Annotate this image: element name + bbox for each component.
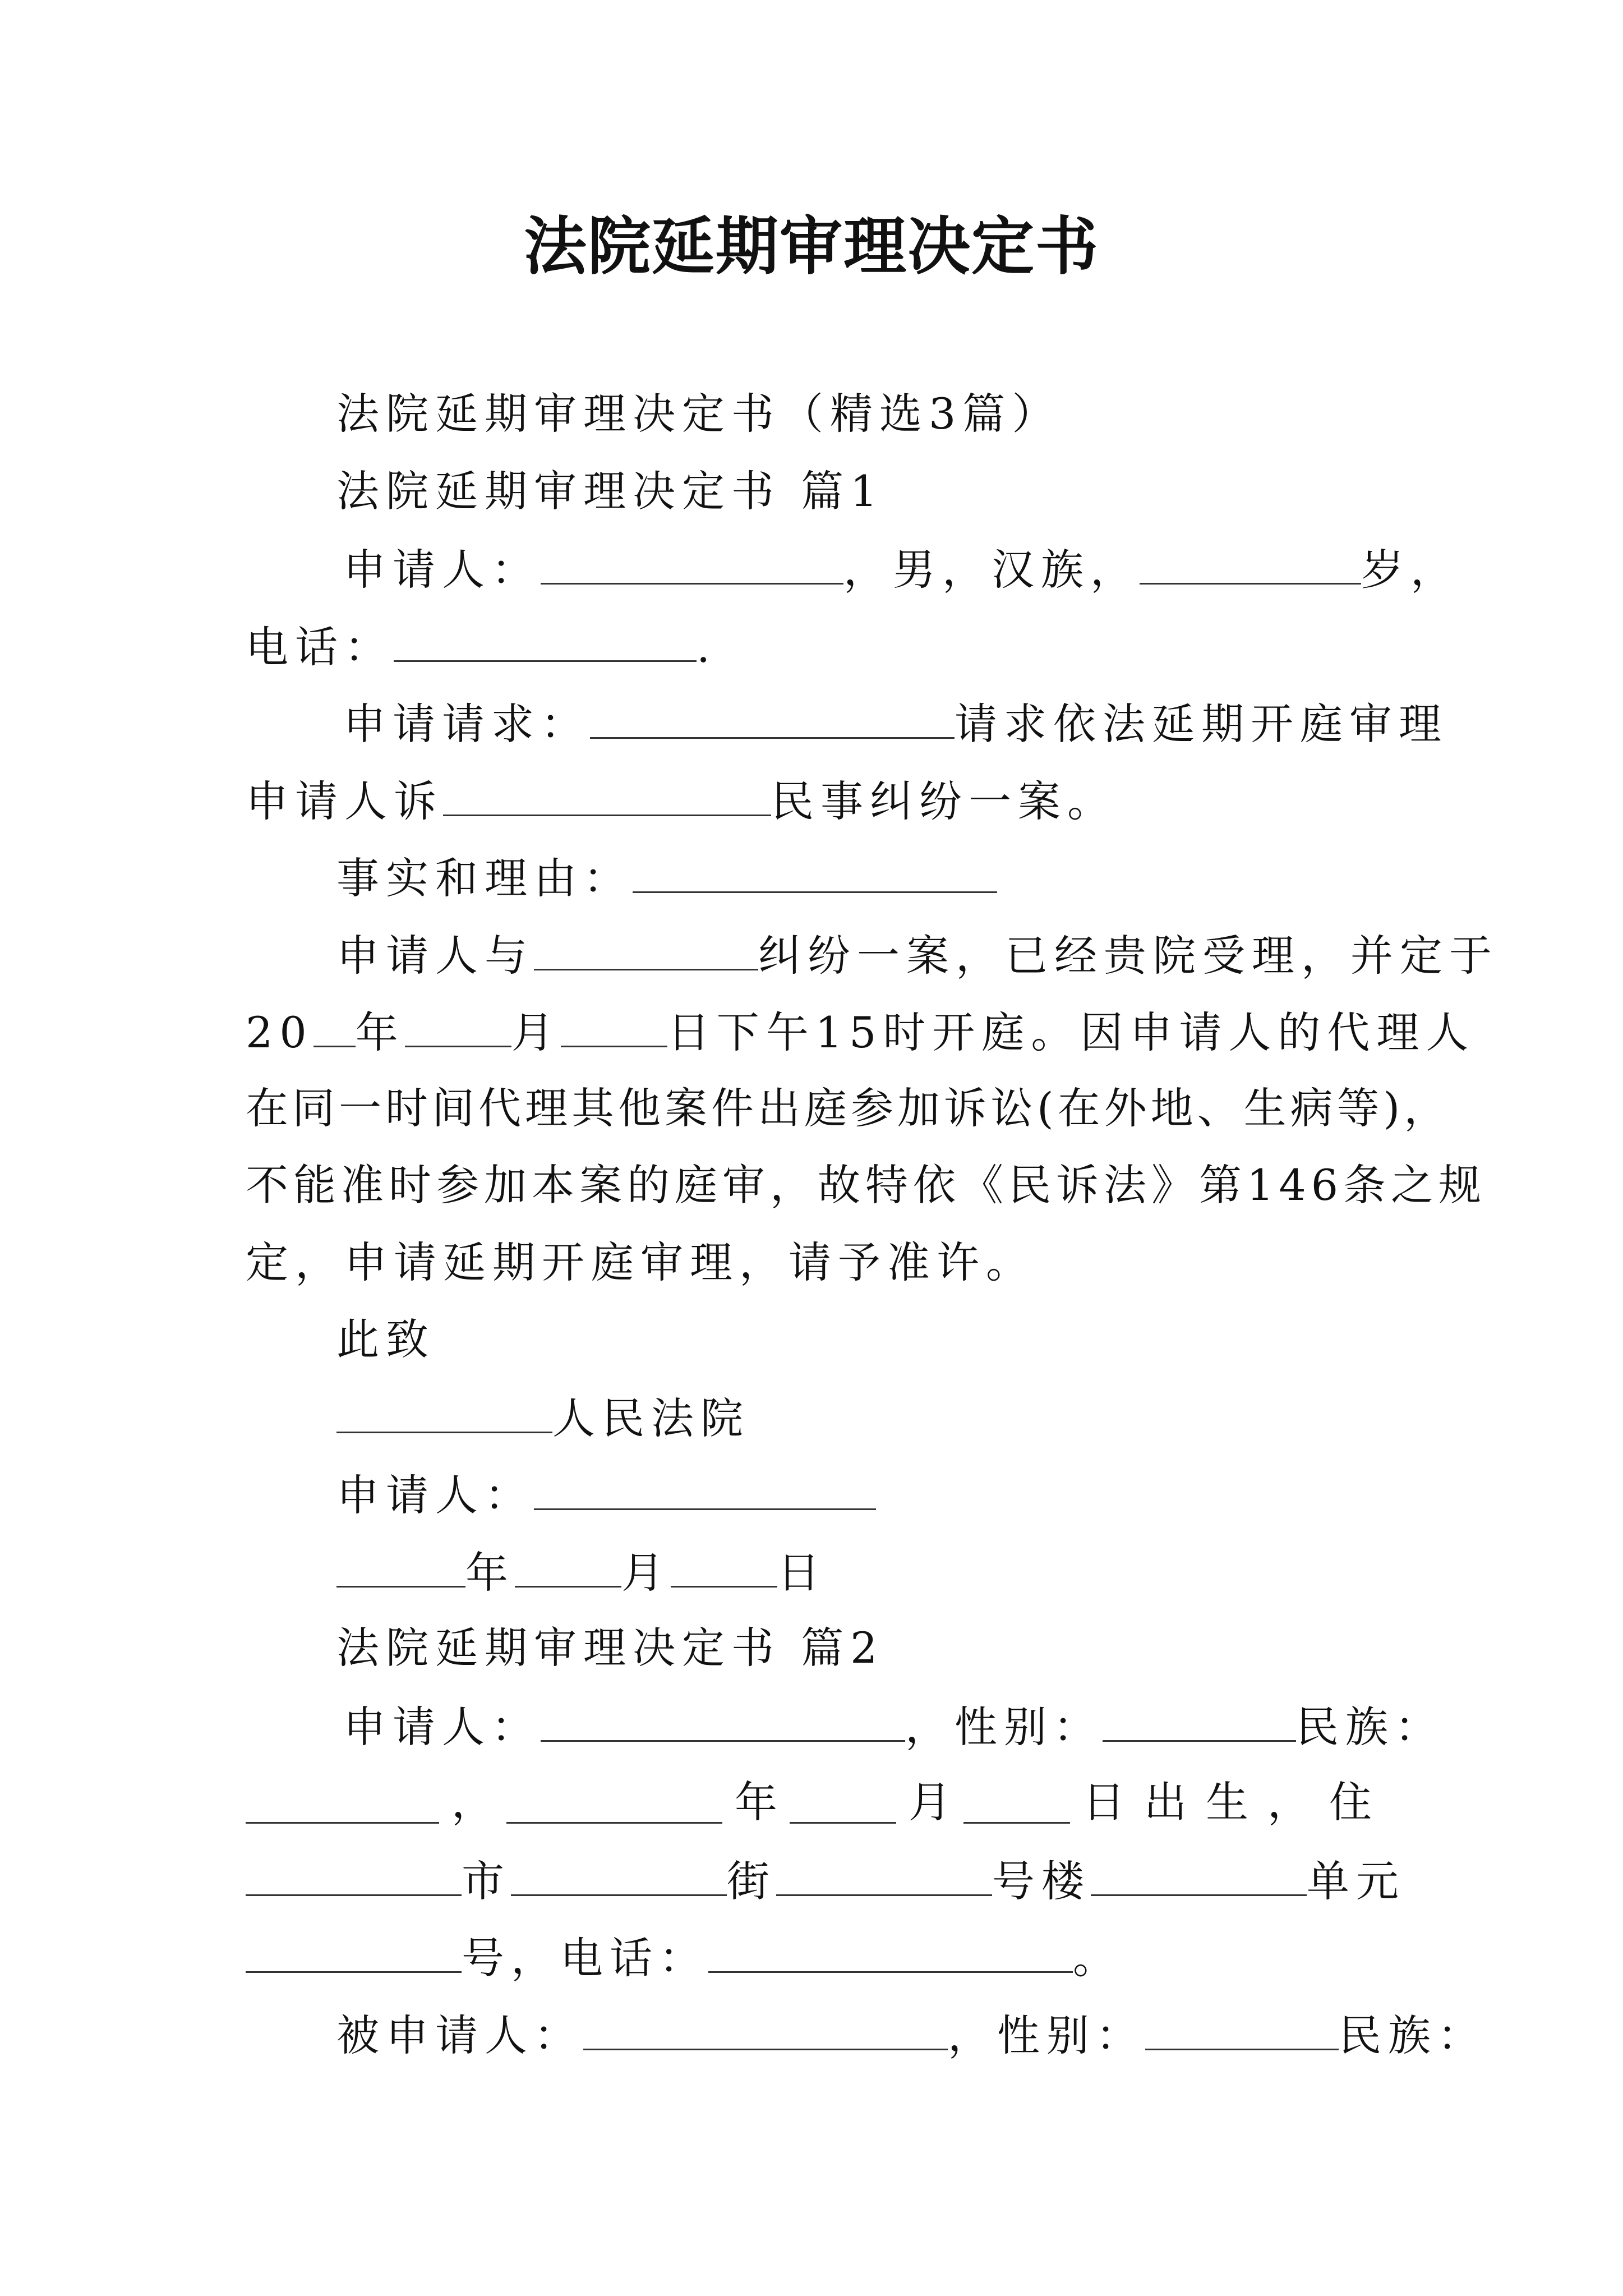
s1-phone-label: 电话： [246,622,394,672]
s1-applicant-name-blank [541,547,843,585]
s1-body-line1-b: 纠纷一案，已经贵院受理，并定于 [758,931,1498,981]
s2-ethnicity-blank [246,1786,439,1824]
s1-date-year: 年 [465,1548,515,1598]
s2-comma: ， [451,1777,494,1827]
s2-number-blank [246,1935,462,1973]
s2-birth-year-blank [506,1786,722,1824]
s2-birth-day-blank [963,1786,1070,1824]
s2-gender-label: ，性别： [905,1702,1103,1752]
s1-court-line [336,1393,750,1443]
s1-salutation: 此致 [336,1314,435,1364]
s1-request-text: 请求依法延期开庭审理 [955,699,1448,749]
s2-period: 。 [1073,1933,1122,1983]
document-title: 法院延期审理决定书 [524,210,1099,283]
s1-date-month: 月 [621,1548,671,1598]
s1-case-prefix: 申请人诉 [246,776,443,826]
s1-date-line [336,1548,827,1598]
s1-body-line2-b: 年 [355,1007,405,1057]
s2-city-blank [246,1858,462,1896]
s1-body-line4: 不能准时参加本案的庭审，故特依《民诉法》第146条之规 [246,1160,1487,1210]
s1-signer-line [336,1470,876,1520]
s2-phone-line [246,1933,1122,1983]
s1-body-line2 [246,1007,1476,1057]
s2-building-blank [776,1858,992,1896]
s1-sign-year-blank [336,1550,465,1588]
s1-body-line1-a: 申请人与 [336,931,534,981]
s1-month-blank [405,1010,511,1047]
s2-respondent-line [336,2010,1487,2060]
s1-court-blank [336,1396,552,1433]
s2-unit: 单元 [1307,1856,1405,1906]
s1-date-day: 日 [777,1548,827,1598]
s1-applicant-label: 申请人： [343,545,541,595]
s1-applicant-line [343,545,1460,595]
s1-request-blank [590,701,955,739]
s2-applicant-blank [541,1704,905,1742]
s1-phone-blank [394,624,697,662]
s1-phone-line [246,622,717,672]
s2-year: 年 [735,1777,777,1827]
s1-phone-end: . [697,622,717,672]
s2-number-phone: 号，电话： [462,1933,708,1983]
s2-city: 市 [462,1856,511,1906]
s1-facts-label: 事实和理由： [336,853,633,903]
s1-request-line [343,699,1448,749]
s2-respondent-gender-blank [1145,2013,1339,2050]
s2-month: 月 [909,1777,951,1827]
s1-body-line2-a: 20 [246,1007,313,1057]
s1-body-line3: 在同一时间代理其他案件出庭参加诉讼(在外地、生病等)， [246,1083,1451,1133]
section2-heading: 法院延期审理决定书 篇2 [336,1623,884,1673]
s1-request-label: 申请请求： [343,699,590,749]
s1-case-blank [443,779,771,816]
s1-body-line1 [336,931,1498,981]
s1-signer-label: 申请人： [336,1470,534,1520]
s2-applicant-line [343,1702,1444,1752]
s1-day-blank [561,1010,667,1047]
s1-signer-blank [534,1473,876,1510]
s2-respondent-blank [583,2013,948,2050]
s1-body-line5: 定，申请延期开庭审理，请予准许。 [246,1237,1035,1287]
s2-address-line [246,1856,1405,1906]
s2-gender-blank [1103,1704,1296,1742]
s2-respondent-gender-label: ，性别： [948,2010,1145,2060]
s1-sign-month-blank [515,1550,621,1588]
s1-dispute-blank [534,933,758,970]
s1-year-blank [313,1010,356,1047]
section1-heading: 法院延期审理决定书 篇1 [336,466,884,516]
s2-respondent-label: 被申请人： [336,2010,583,2060]
s1-court-suffix: 人民法院 [552,1393,750,1443]
s1-case-suffix: 民事纠纷一案。 [771,776,1117,826]
s1-body-line2-d: 日下午15时开庭。因申请人的代理人 [667,1007,1476,1057]
s1-body-line2-c: 月 [511,1007,561,1057]
s1-facts-line [336,853,997,903]
s1-facts-blank [633,855,997,893]
s2-born: 日出生，住 [1082,1777,1391,1827]
s1-age-suffix: 岁， [1361,545,1460,595]
s2-applicant-label: 申请人： [343,1702,541,1752]
s1-case-line [246,776,1117,826]
intro-line: 法院延期审理决定书（精选3篇） [336,389,1062,439]
s2-respondent-ethnicity-label: 民族： [1339,2010,1487,2060]
s2-street: 街 [727,1856,776,1906]
s2-phone-blank [708,1935,1073,1973]
s1-age-blank [1140,547,1361,585]
s2-birth-line [246,1777,1391,1827]
s2-unit-blank [1091,1858,1307,1896]
s2-street-blank [511,1858,727,1896]
s2-birth-month-blank [790,1786,896,1824]
s2-ethnicity-label: 民族： [1296,1702,1444,1752]
s1-sign-day-blank [671,1550,777,1588]
s2-building: 号楼 [992,1856,1091,1906]
s1-gender-ethnicity: ，男，汉族， [843,545,1140,595]
